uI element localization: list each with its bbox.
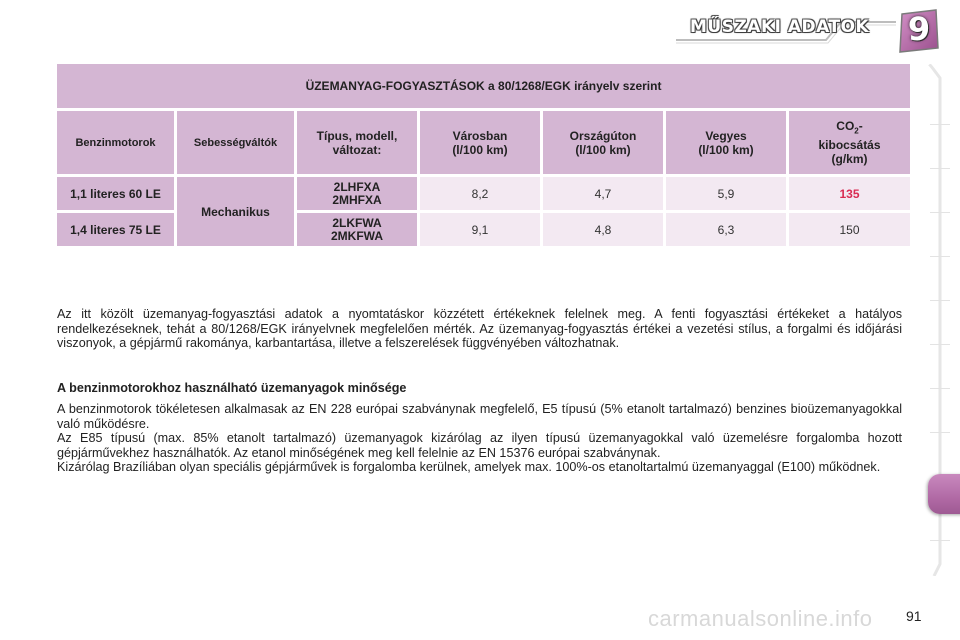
tab-divider (930, 344, 950, 345)
column-header-city-line1: Városban (452, 128, 508, 143)
column-header-gearbox: Sebességváltók (177, 111, 294, 174)
fuel-consumption-table (54, 61, 913, 249)
co2-suffix: - (858, 118, 863, 133)
engine-cell: 1,1 literes 60 LE (57, 177, 174, 210)
column-header-road (543, 111, 663, 174)
fuel-paragraph-e85: Az E85 típusú (max. 85% etanolt tartalmazó) üzemanyagok kizárólag az ilyen típusú üzemanyagokkal való üzemelésre forgalomba hozott gépjárművekhez használhatók. Az etanol minőségének meg kell felelnie az EN 15376 európai szabványnak. (57, 431, 902, 460)
fuel-quality-heading: A benzinmotorokhoz használható üzemanyagok minősége (57, 381, 407, 395)
tab-divider (930, 540, 950, 541)
column-header-type (297, 111, 417, 174)
column-header-co2-line2: kibocsátás (818, 138, 881, 153)
column-header-co2 (789, 111, 910, 174)
column-header-mixed (666, 111, 786, 174)
column-header-type-line1: Típus, modell, (316, 128, 398, 143)
engine-cell: 1,4 literes 75 LE (57, 213, 174, 246)
column-header-road-line1: Országúton (569, 128, 637, 143)
chapter-tab-active[interactable] (928, 474, 960, 514)
table-caption: ÜZEMANYAG-FOGYASZTÁSOK a 80/1268/EGK irányelv szerint (57, 64, 910, 108)
type-cell (297, 177, 417, 210)
road-value: 4,7 (543, 177, 663, 210)
tab-divider (930, 168, 950, 169)
co2-value: 150 (789, 213, 910, 246)
city-value: 9,1 (420, 213, 540, 246)
column-header-co2-line3: (g/km) (831, 152, 868, 167)
column-header-city-line2: (l/100 km) (452, 142, 508, 157)
column-header-engine: Benzinmotorok (57, 111, 174, 174)
tab-divider (930, 300, 950, 301)
chapter-number: 9 (907, 10, 931, 48)
city-value: 8,2 (420, 177, 540, 210)
column-header-mixed-line1: Vegyes (705, 128, 747, 143)
type-code: 2MKFWA (331, 228, 383, 243)
table-row (57, 177, 910, 210)
type-code: 2MHFXA (332, 192, 382, 207)
type-code: 2LHFXA (333, 179, 381, 194)
co2-subscript: 2 (854, 126, 859, 136)
mixed-value: 5,9 (666, 177, 786, 210)
fuel-paragraph-e100: Kizárólag Brazíliában olyan speciális gépjárművek is forgalomba kerülnek, amelyek max. 100%-os etanoltartalmú üzemanyaggal (E100) működnek. (57, 460, 881, 474)
type-cell (297, 213, 417, 246)
column-header-city (420, 111, 540, 174)
gearbox-cell: Mechanikus (177, 177, 294, 246)
watermark-text: carmanualsonline.info (648, 606, 873, 631)
tab-divider (930, 124, 950, 125)
type-code: 2LKFWA (332, 215, 382, 230)
tab-divider (930, 432, 950, 433)
tab-divider (930, 212, 950, 213)
road-value: 4,8 (543, 213, 663, 246)
column-header-mixed-line2: (l/100 km) (698, 142, 754, 157)
column-header-type-line2: változat: (332, 142, 382, 157)
tab-divider (930, 388, 950, 389)
column-header-road-line2: (l/100 km) (575, 142, 631, 157)
page-number: 91 (906, 608, 922, 624)
section-title: MŰSZAKI ADATOK (690, 17, 870, 37)
co2-value: 135 (789, 177, 910, 210)
intro-paragraph: Az itt közölt üzemanyag-fogyasztási adatok a nyomtatáskor közzétett értékeknek felelnek meg. A fenti fogyasztási értékeket a hatályos rendelkezéseknek, tehát a 80/1268/EGK irányelvnek megfelelően mérték. Az üzemanyag-fogyasztás értékei a vezetési stílus, a forgalmi és időjárási viszonyok, a gépjármű rakománya, karbantartása, illetve a felszerelések függvényében változhatnak. (57, 307, 902, 350)
fuel-paragraph-e5: A benzinmotorok tökéletesen alkalmasak az EN 228 európai szabványnak megfelelő, E5 típusú (5% etanolt tartalmazó) benzines bioüzemanyagokkal való működésre. (57, 402, 902, 431)
tab-divider (930, 256, 950, 257)
mixed-value: 6,3 (666, 213, 786, 246)
co2-prefix: CO (836, 118, 855, 133)
